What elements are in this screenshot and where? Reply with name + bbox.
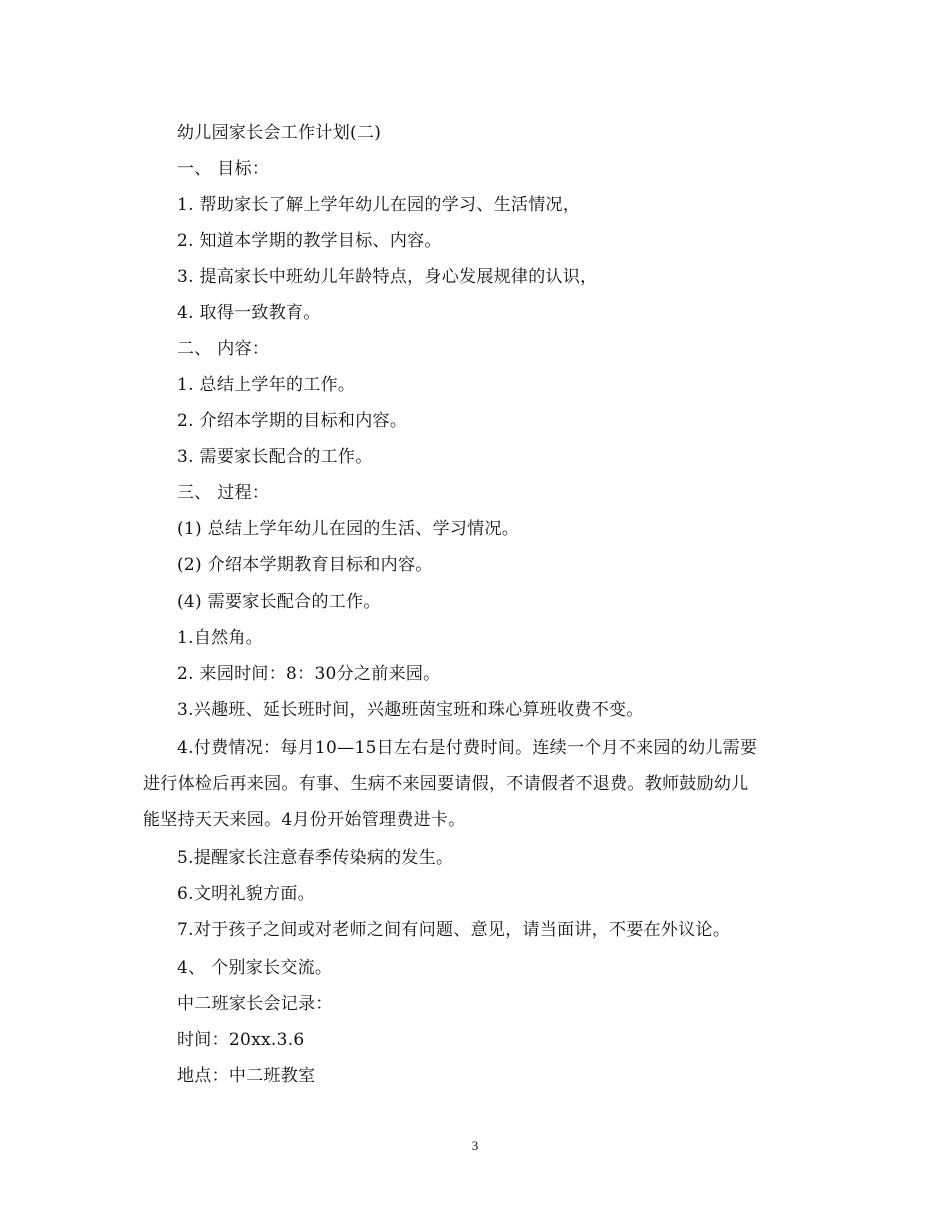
paragraph-line: (2) 介绍本学期教育目标和内容。: [177, 555, 433, 575]
paragraph-line: 能坚持天天来园。4月份开始管理费进卡。: [143, 810, 466, 830]
section-heading-content: 二、 内容：: [177, 339, 270, 359]
paragraph-line: 2. 知道本学期的教学目标、内容。: [177, 231, 442, 251]
document-title: 幼儿园家长会工作计划(二): [177, 123, 382, 143]
paragraph-line: 3. 需要家长配合的工作。: [177, 447, 373, 467]
paragraph-line: 3.兴趣班、延长班时间，兴趣班茵宝班和珠心算班收费不变。: [177, 700, 644, 720]
paragraph-line: 1. 总结上学年的工作。: [177, 375, 356, 395]
record-heading: 中二班家长会记录：: [177, 994, 333, 1014]
paragraph-line: 3. 提高家长中班幼儿年龄特点，身心发展规律的认识，: [177, 267, 598, 287]
paragraph-line: 6.文明礼貌方面。: [177, 884, 315, 904]
paragraph-line: 1.自然角。: [177, 628, 264, 648]
page-number: 3: [471, 1138, 479, 1153]
paragraph-line: 进行体检后再来园。有事、生病不来园要请假，不请假者不退费。教师鼓励幼儿: [143, 774, 749, 794]
record-time: 时间：20xx.3.6: [177, 1030, 305, 1050]
paragraph-line: (4) 需要家长配合的工作。: [177, 592, 381, 612]
paragraph-line: 2. 介绍本学期的目标和内容。: [177, 411, 408, 431]
paragraph-line: 1. 帮助家长了解上学年幼儿在园的学习、生活情况，: [177, 195, 581, 215]
paragraph-line: 4.付费情况：每月10—15日左右是付费时间。连续一个月不来园的幼儿需要: [177, 738, 758, 758]
section-heading-process: 三、 过程：: [177, 483, 270, 503]
section-heading-goals: 一、 目标：: [177, 159, 270, 179]
paragraph-line: 2. 来园时间：8：30分之前来园。: [177, 664, 441, 684]
paragraph-line: 5.提醒家长注意春季传染病的发生。: [177, 848, 454, 868]
record-location: 地点：中二班教室: [177, 1066, 316, 1086]
paragraph-line: 4. 取得一致教育。: [177, 303, 321, 323]
section-heading-exchange: 4、 个别家长交流。: [177, 958, 333, 978]
paragraph-line: 7.对于孩子之间或对老师之间有问题、意见，请当面讲，不要在外议论。: [177, 920, 731, 940]
paragraph-line: (1) 总结上学年幼儿在园的生活、学习情况。: [177, 519, 520, 539]
